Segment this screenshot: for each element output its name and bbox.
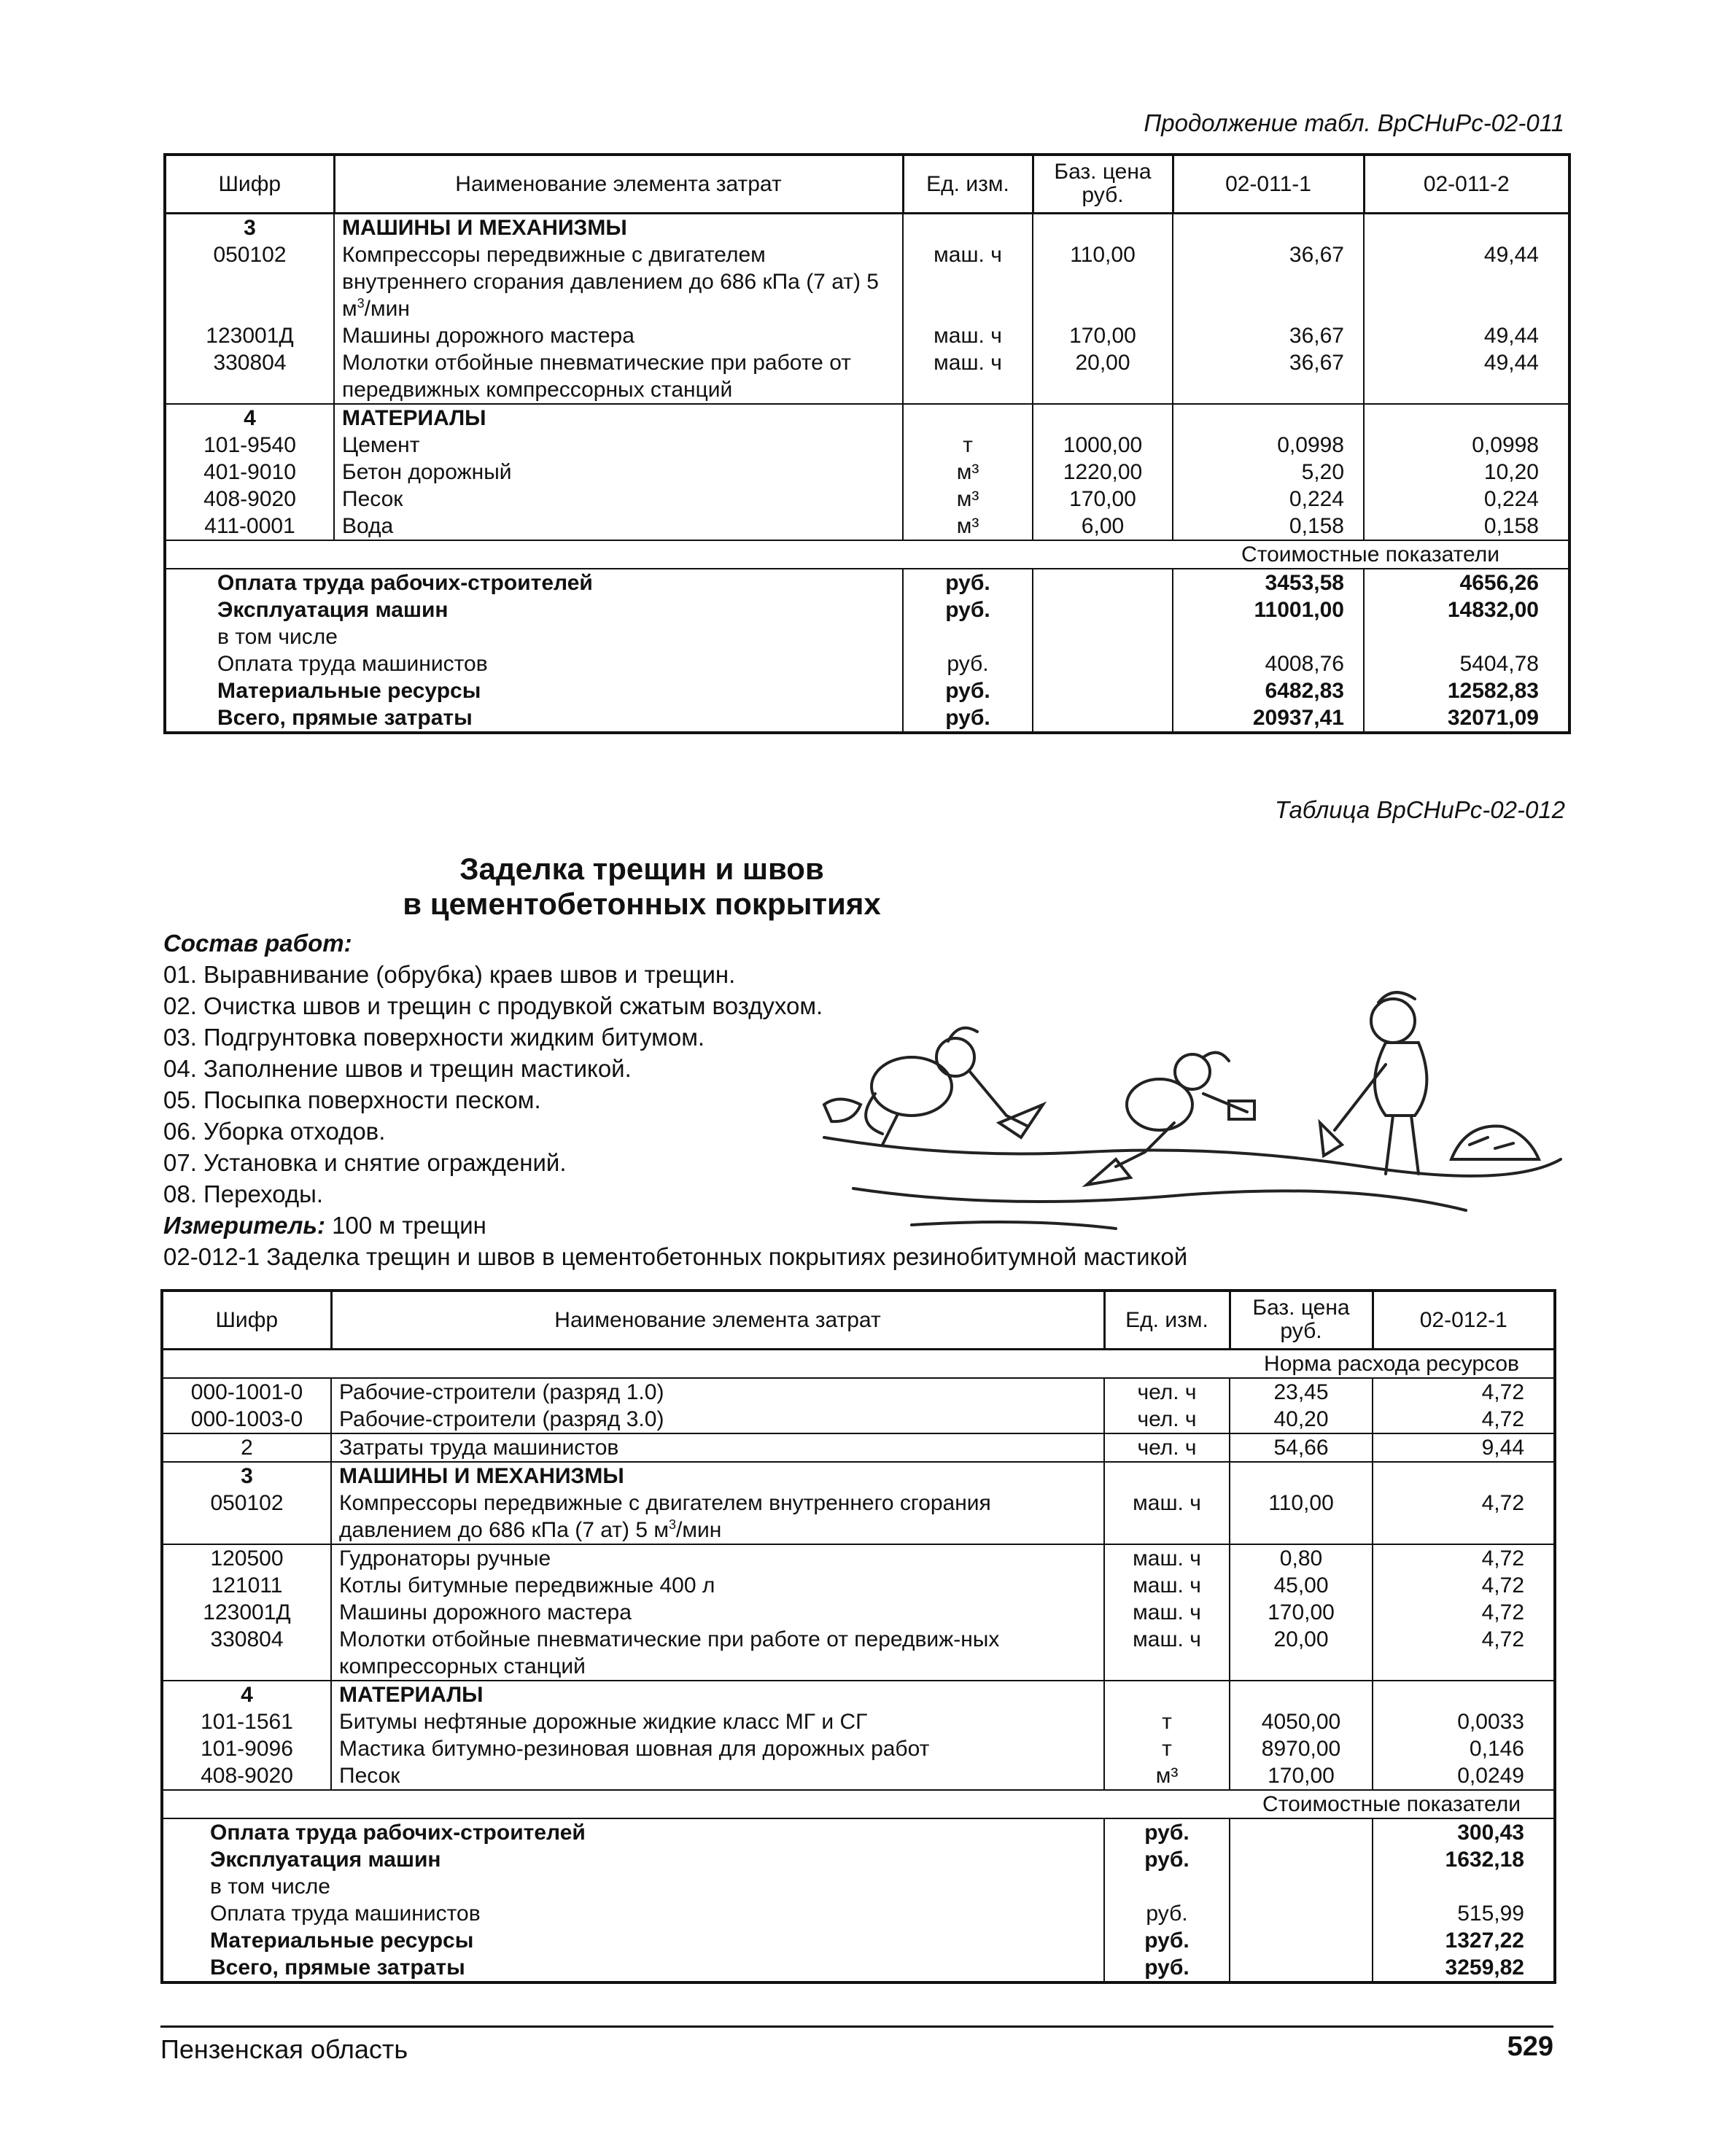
resource-table-02-012: [160, 1289, 1556, 1984]
list-item: 08. Переходы.: [163, 1180, 323, 1207]
footer-region: Пензенская область: [160, 2034, 408, 2064]
list-item: 05. Посыпка поверхности песком.: [163, 1086, 541, 1113]
cost-header-row: Стоимостные показатели: [162, 1790, 1555, 1818]
table-row: 401-9010 Бетон дорожный м³ 1220,00 5,20 10,20: [165, 459, 1569, 486]
table-row: 101-9540 Цемент т 1000,00 0,0998 0,0998: [165, 432, 1569, 459]
header-col-02-011-1: 02-011-1: [1173, 155, 1364, 213]
road-workers-illustration: [810, 977, 1568, 1239]
header-name: Наименование элемента затрат: [334, 155, 903, 213]
meter-line: Измеритель: 100 м трещин: [163, 1212, 486, 1239]
list-item: 07. Установка и снятие ограждений.: [163, 1149, 567, 1176]
header-unit: Ед. изм.: [903, 155, 1033, 213]
machine-name: Компрессоры передвижные с двигателем внутреннего сгорания давлением до 686 кПа (7 ат) 5 $м^3$/мин: [334, 241, 903, 322]
list-item: 02. Очистка швов и трещин с продувкой сжатым воздухом.: [163, 992, 823, 1019]
table-row: 123001Д Машины дорожного мастера маш. ч 170,00 4,72: [162, 1599, 1555, 1626]
header-code: Шифр: [165, 155, 334, 213]
list-item: 06. Уборка отходов.: [163, 1118, 386, 1145]
section-row: 3 МАШИНЫ И МЕХАНИЗМЫ: [162, 1462, 1555, 1490]
table-caption: Таблица ВрСНиРс-02-012: [1275, 796, 1565, 823]
cost-row: Оплата труда рабочих-строителей руб. 300,43: [162, 1818, 1555, 1846]
header-code: Шифр: [162, 1291, 331, 1349]
resource-table-02-011: [163, 153, 1571, 734]
table-row: 123001Д Машины дорожного мастера маш. ч 170,00 36,67 49,44: [165, 322, 1569, 349]
table-row: 000-1001-0 Рабочие-строители (разряд 1.0) чел. ч 23,45 4,72: [162, 1378, 1555, 1406]
table-row: 330804 Молотки отбойные пневматические при работе от передвижных компрессорных станций маш. ч 20,00 36,67 49,44: [165, 349, 1569, 404]
table-row: 408-9020 Песок м³ 170,00 0,0249: [162, 1762, 1555, 1790]
table-row: 120500 Гудронаторы ручные маш. ч 0,80 4,72: [162, 1544, 1555, 1572]
table-row: 330804 Молотки отбойные пневматические при работе от передвиж-ных компрессорных станций маш. ч 20,00 4,72: [162, 1626, 1555, 1681]
cost-row: Оплата труда машинистов руб. 4008,76 5404,78: [165, 650, 1569, 677]
cost-row: Материальные ресурсы руб. 6482,83 12582,83: [165, 677, 1569, 704]
cost-row: Эксплуатация машин руб. 11001,00 14832,00: [165, 596, 1569, 623]
table-row: 101-1561 Битумы нефтяные дорожные жидкие класс МГ и СГ т 4050,00 0,0033: [162, 1708, 1555, 1735]
section-title: Заделка трещин и швов в цементобетонных покрытиях: [403, 852, 881, 921]
header-col-02-011-2: 02-011-2: [1364, 155, 1569, 213]
footer-rule: [160, 2025, 1553, 2028]
works-label: Состав работ:: [163, 930, 352, 957]
cost-row: Оплата труда рабочих-строителей руб. 3453,58 4656,26: [165, 569, 1569, 596]
cost-row: Всего, прямые затраты руб. 3259,82: [162, 1954, 1555, 1982]
cost-row: Материальные ресурсы руб. 1327,22: [162, 1927, 1555, 1954]
header-name: Наименование элемента затрат: [331, 1291, 1104, 1349]
table-row: 050102 Компрессоры передвижные с двигателем внутреннего сгорания давлением до 686 кПа (7 ат) 5 $м^3$/мин маш. ч 110,00 36,67 49,44: [165, 241, 1569, 322]
section-row: 4 МАТЕРИАЛЫ: [162, 1681, 1555, 1708]
subtitle-line: 02-012-1 Заделка трещин и швов в цементобетонных покрытиях резинобитумной мастикой: [163, 1243, 1188, 1270]
cost-row: в том числе: [165, 623, 1569, 650]
table-row: 101-9096 Мастика битумно-резиновая шовная для дорожных работ т 8970,00 0,146: [162, 1735, 1555, 1762]
cost-row: Эксплуатация машин руб. 1632,18: [162, 1846, 1555, 1873]
cost-row: в том числе: [162, 1873, 1555, 1900]
table-caption-continuation: Продолжение табл. ВрСНиРс-02-011: [1144, 109, 1564, 136]
page-number: 529: [1507, 2031, 1553, 2062]
table-row: 408-9020 Песок м³ 170,00 0,224 0,224: [165, 486, 1569, 513]
section-row: 4 МАТЕРИАЛЫ: [165, 404, 1569, 432]
table-row: 000-1003-0 Рабочие-строители (разряд 3.0) чел. ч 40,20 4,72: [162, 1406, 1555, 1433]
list-item: 04. Заполнение швов и трещин мастикой.: [163, 1055, 632, 1082]
cost-row: Всего, прямые затраты руб. 20937,41 32071,09: [165, 704, 1569, 733]
header-unit: Ед. изм.: [1104, 1291, 1230, 1349]
cost-header-row: Стоимостные показатели: [165, 540, 1569, 569]
list-item: 01. Выравнивание (обрубка) краев швов и трещин.: [163, 961, 736, 988]
table-row: 2 Затраты труда машинистов чел. ч 54,66 9,44: [162, 1433, 1555, 1462]
cost-row: Оплата труда машинистов руб. 515,99: [162, 1900, 1555, 1927]
header-col-02-012-1: 02-012-1: [1373, 1291, 1555, 1349]
table-row: 121011 Котлы битумные передвижные 400 л маш. ч 45,00 4,72: [162, 1572, 1555, 1599]
table-row: 050102 Компрессоры передвижные с двигателем внутреннего сгорания давлением до 686 кПа (7 ат) 5 $м^3$/мин маш. ч 110,00 4,72: [162, 1490, 1555, 1544]
section-row: 3 МАШИНЫ И МЕХАНИЗМЫ: [165, 213, 1569, 241]
list-item: 03. Подгрунтовка поверхности жидким битумом.: [163, 1024, 705, 1051]
norm-header-row: Норма расхода ресурсов: [162, 1349, 1555, 1378]
header-price: Баз. цена руб.: [1033, 155, 1173, 213]
table-row: 411-0001 Вода м³ 6,00 0,158 0,158: [165, 513, 1569, 540]
header-price: Баз. цена руб.: [1230, 1291, 1373, 1349]
machine-name: Компрессоры передвижные с двигателем внутреннего сгорания давлением до 686 кПа (7 ат) 5 $м^3$/мин: [331, 1490, 1104, 1544]
